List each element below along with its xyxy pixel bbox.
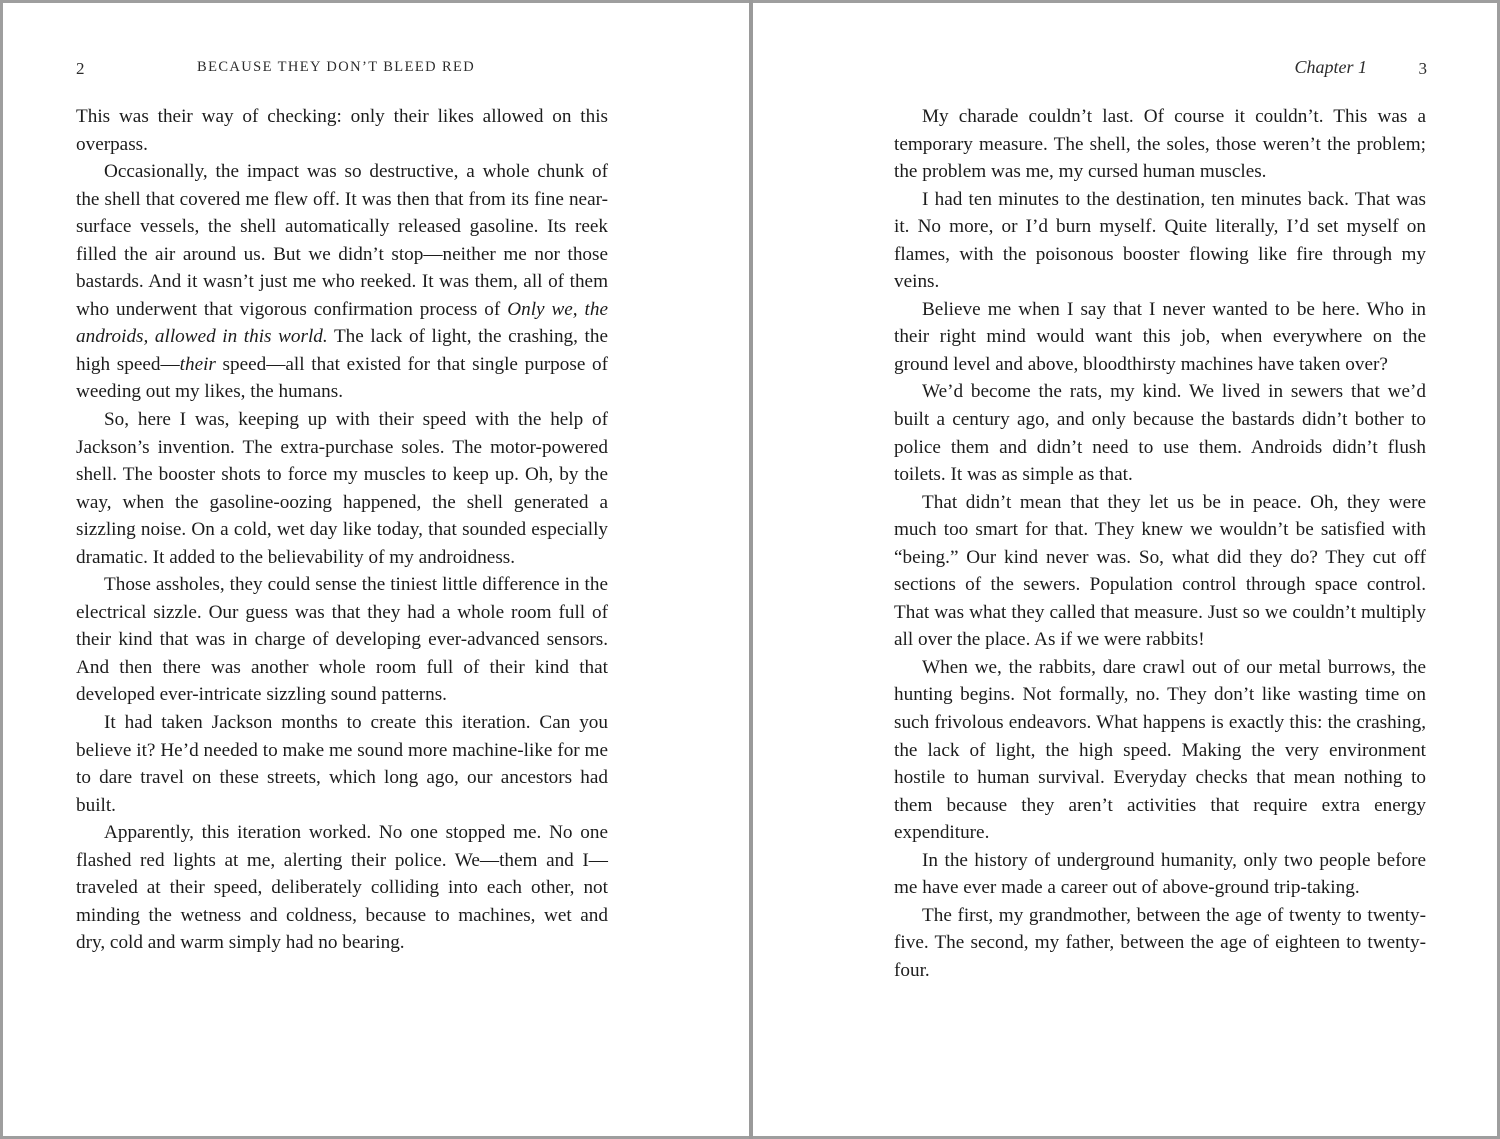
paragraph-text: The lack of light, the crashing, the high speed— (76, 326, 608, 375)
paragraph (76, 709, 608, 819)
paragraph-text: When we, the rabbits, dare crawl out of our metal burrows, the hunting begins. Not formally, no. They don’t like wasting time on such frivolous endeavors. What happens is exactly this: the crashing, the lack of light, the high speed. Making the very environment hostile to human survival. Everyday checks that mean nothing to them because they aren’t activities that require extra energy expenditure. (894, 656, 1426, 844)
paragraph (76, 158, 608, 406)
paragraph (894, 186, 1426, 296)
paragraph (894, 489, 1426, 654)
chapter-title-header: Chapter 1 (1294, 57, 1367, 77)
italic-text: Only we, the androids, allowed in this world. (76, 298, 608, 348)
right-page (753, 3, 1497, 1136)
paragraph (894, 378, 1426, 488)
paragraph-text: That didn’t mean that they let us be in peace. Oh, they were much too smart for that. They knew we wouldn’t be satisfied with “being.” Our kind never was. So, what did they do? They cut off sections of the sewers. Population control through space control. That was what they called that measure. Just so we couldn’t multiply all over the place. As if we were rabbits! (894, 491, 1426, 651)
paragraph (894, 902, 1426, 985)
book-title-header: BECAUSE THEY DON’T BLEED RED (197, 59, 476, 75)
paragraph-text: So, here I was, keeping up with their speed with the help of Jackson’s invention. The extra-purchase soles. The motor-powered shell. The booster shots to force my muscles to keep up. Oh, by the way, when the gasoline-oozing happened, the shell generated a sizzling noise. On a cold, wet day like today, that sounded especially dramatic. It added to the believability of my androidness. (76, 409, 608, 568)
right-page-number: 3 (1418, 59, 1427, 78)
paragraph (894, 103, 1426, 186)
paragraph (76, 406, 608, 571)
paragraph (894, 296, 1426, 379)
paragraph-text: Those assholes, they could sense the tiniest little difference in the electrical sizzle. Our guess was that they had a whole room full of their kind that was in charge of developing ever-advanced sensors. And then there was another whole room full of their kind that developed ever-intricate sizzling sound patterns. (76, 574, 608, 706)
left-running-head (76, 57, 608, 81)
paragraph-text: speed—all that existed for that single purpose of weeding out my likes, the humans. (76, 353, 608, 403)
paragraph-text: Believe me when I say that I never wanted to be here. Who in their right mind would want this job, when everywhere on the ground level and above, bloodthirsty machines have taken over? (894, 298, 1426, 375)
paragraph-text: The first, my grandmother, between the age of twenty to twenty-five. The second, my father, between the age of eighteen to twenty-four. (894, 904, 1426, 981)
right-running-head (893, 57, 1427, 81)
right-body-text (894, 103, 1426, 985)
left-body-text (76, 103, 608, 957)
paragraph-text: This was their way of checking: only their likes allowed on this overpass. (76, 106, 608, 155)
paragraph (76, 819, 608, 957)
paragraph-text: We’d become the rats, my kind. We lived in sewers that we’d built a century ago, and only because the bastards didn’t bother to police them and didn’t need to use them. Androids didn’t flush toilets. It was as simple as that. (894, 381, 1426, 486)
paragraph (76, 571, 608, 709)
italic-text: their (179, 353, 216, 375)
paragraph-text: Occasionally, the impact was so destructive, a whole chunk of the shell that covered me flew off. It was then that from its fine near-surface vessels, the shell automatically released gasoline. Its reek filled the air around us. But we didn’t stop—neither me nor those bastards. And it wasn’t just me who reeked. It was them, all of them who underwent that vigorous confirmation process of (76, 161, 608, 320)
paragraph-text: I had ten minutes to the destination, ten minutes back. That was it. No more, or I’d burn myself. Quite literally, I’d set myself on flames, with the poisonous booster flowing like fire through my veins. (894, 188, 1426, 293)
paragraph-text: Apparently, this iteration worked. No one stopped me. No one flashed red lights at me, alerting their police. We—them and I—traveled at their speed, deliberately colliding into each other, not minding the wetness and coldness, because to machines, wet and dry, cold and warm simply had no bearing. (76, 822, 608, 954)
paragraph-text: It had taken Jackson months to create this iteration. Can you believe it? He’d needed to make me sound more machine-like for me to dare travel on these streets, which long ago, our ancestors had built. (76, 712, 608, 816)
paragraph (894, 847, 1426, 902)
paragraph-text: In the history of underground humanity, only two people before me have ever made a career out of above-ground trip-taking. (894, 849, 1426, 899)
paragraph (76, 103, 608, 158)
left-page (3, 3, 749, 1136)
paragraph-text: My charade couldn’t last. Of course it couldn’t. This was a temporary measure. The shell, the soles, those weren’t the problem; the problem was me, my cursed human muscles. (894, 106, 1426, 183)
paragraph (894, 654, 1426, 847)
left-page-number: 2 (76, 59, 85, 78)
